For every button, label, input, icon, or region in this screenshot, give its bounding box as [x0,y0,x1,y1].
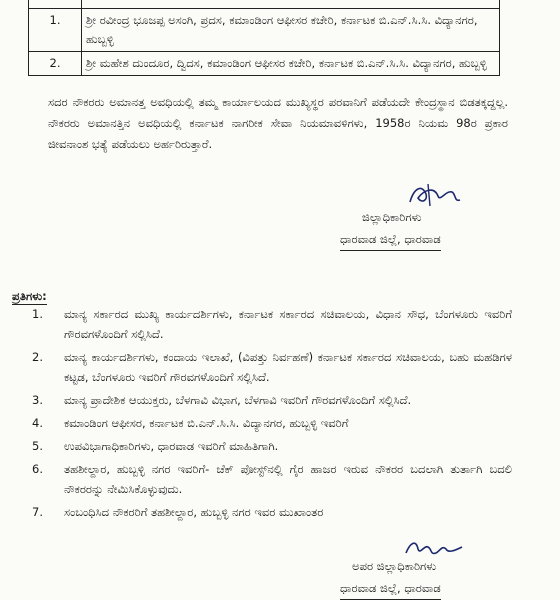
copies-list [12,304,512,522]
list-item [12,390,512,410]
row-number: 1. [29,9,82,52]
copies-heading: ಪ್ರತಿಗಳು: [12,289,47,303]
table-row-cut [29,0,500,9]
item-number: 2. [32,350,43,364]
signatory-title: ಅಪರ ಜಿಲ್ಲಾಧಿಕಾರಿಗಳು [352,559,437,573]
item-text: ಸಂಬಂಧಿಸಿದ ನೌಕರರಿಗೆ ತಹಶೀಲ್ದಾರ, ಹುಬ್ಬಳ್ಳಿ ನಗರ ಇವರ ಮುಖಾಂತರ [64,505,324,519]
item-number: 6. [32,462,43,476]
list-item [12,347,512,387]
row-text: ಶ್ರೀ ಮಹೇಶ ದುಂದೂರ, ದ್ವಿದಸ, ಕಮಾಂಡಿಂಗ ಆಫೀಸರ ಕಚೇರಿ, ಕರ್ನಾಟಕ ಬಿ.ಎನ್.ಸಿ.ಸಿ. ವಿದ್ಯಾನಗರ, ಹುಬ್ಬಳ್ಳಿ [82,52,500,76]
list-item [12,502,512,522]
table-row [29,52,500,76]
item-text: ಕಮಾಂಡಿಂಗ ಆಫೀಸರ, ಕರ್ನಾಟಕ ಬಿ.ಎನ್.ಸಿ.ಸಿ. ವಿದ್ಯಾನಗರ, ಹುಬ್ಬಳ್ಳಿ ಇವರಿಗೆ [64,416,349,430]
item-number: 7. [32,505,43,519]
signatory-place: ಧಾರವಾಡ ಜಿಲ್ಲೆ, ಧಾರವಾಡ [340,228,441,251]
row-text: ಶ್ರೀ ರವೀಂದ್ರ ಭೂಜಪ್ಪ ಅಸಂಗಿ, ಪ್ರದಸ, ಕಮಾಂಡಿಂಗ ಆಫೀಸರ ಕಚೇರಿ, ಕರ್ನಾಟಕ ಬಿ.ಎನ್.ಸಿ.ಸಿ. ವಿದ್ಯಾನಗರ, ಹುಬ್ಬಳ್ಳಿ [82,9,500,52]
signature-block-2 [340,555,441,600]
item-text: ಮಾನ್ಯ ಪ್ರಾದೇಶಿಕ ಆಯುಕ್ತರು, ಬೆಳಗಾವಿ ವಿಭಾಗ, ಬೆಳಗಾವಿ ಇವರಿಗೆ ಗೌರವಗಳೊಂದಿಗೆ ಸಲ್ಲಿಸಿದೆ. [64,393,412,407]
list-item [12,459,512,499]
item-number: 5. [32,439,43,453]
signature-block-1 [340,206,441,251]
signatory-place: ಧಾರವಾಡ ಜಿಲ್ಲೆ, ಧಾರವಾಡ [340,577,441,600]
item-text: ತಹಶೀಲ್ದಾರ, ಹುಬ್ಬಳ್ಳಿ ನಗರ ಇವರಿಗೆ- ಚೆಕ್ ಪೋಸ್ಟ್‌ನಲ್ಲಿ ಗೈರ ಹಾಜರ ಇರುವ ನೌಕರರ ಬದಲಾಗಿ ತುರ್ತಾಗಿ ಬದಲಿ ನೌಕರರನ್ನು ನೇಮಿಸಿಕೊಳ್ಳುವುದು. [64,462,512,496]
item-text: ಮಾನ್ಯ ಸರ್ಕಾರದ ಮುಖ್ಯ ಕಾರ್ಯದರ್ಶಿಗಳು, ಕರ್ನಾಟಕ ಸರ್ಕಾರದ ಸಚಿವಾಲಯ, ವಿಧಾನ ಸೌಧ, ಬೆಂಗಳೂರು ಇವರಿಗೆ ಗೌರವಗಳೊಂದಿಗೆ ಸಲ್ಲಿಸಿದೆ. [64,307,512,341]
item-text: ಮಾನ್ಯ ಕಾರ್ಯದರ್ಶಿಗಳು, ಕಂದಾಯ ಇಲಾಖೆ, (ವಿಪತ್ತು ನಿರ್ವಹಣೆ) ಕರ್ನಾಟಕ ಸರ್ಕಾರದ ಸಚಿವಾಲಯ, ಬಹು ಮಹಡಿಗಳ ಕಟ್ಟಡ, ಬೆಂಗಳೂರು ಇವರಿಗೆ ಗೌರವಗಳೊಂದಿಗೆ ಸಲ್ಲಿಸಿದೆ. [64,350,512,384]
body-paragraph: ಸದರ ನೌಕರರು ಅಮಾನತ್ತ ಅವಧಿಯಲ್ಲಿ ತಮ್ಮ ಕಾರ್ಯಾಲಯದ ಮುಖ್ಯಸ್ಥರ ಪರವಾನಿಗೆ ಪಡೆಯದೇ ಕೇಂದ್ರಸ್ಥಾನ ಬಿಡತಕ್ಕದ್ದಲ್ಲ. ನೌಕರರು ಅಮಾನತ್ತಿನ ಅವಧಿಯಲ್ಲಿ ಕರ್ನಾಟಕ ನಾಗರೀಕ ಸೇವಾ ನಿಯಮಾವಳಿಗಳು, 1958ರ ನಿಯಮ 98ರ ಪ್ರಕಾರ ಜೀವನಾಂಶ ಭತ್ಯೆ ಪಡೆಯಲು ಅರ್ಹರಿರುತ್ತಾರೆ. [48,95,508,151]
item-text: ಉಪವಿಭಾಗಾಧಿಕಾರಿಗಳು, ಧಾರವಾಡ ಇವರಿಗೆ ಮಾಹಿತಿಗಾಗಿ. [64,439,279,453]
item-number: 3. [32,393,43,407]
table-row [29,9,500,52]
list-item [12,413,512,433]
item-number: 1. [32,307,43,321]
signatory-title: ಜಿಲ್ಲಾಧಿಕಾರಿಗಳು [362,210,422,224]
list-item [12,436,512,456]
list-item [12,304,512,344]
row-number: 2. [29,52,82,76]
employee-table [28,0,500,76]
item-number: 4. [32,416,43,430]
